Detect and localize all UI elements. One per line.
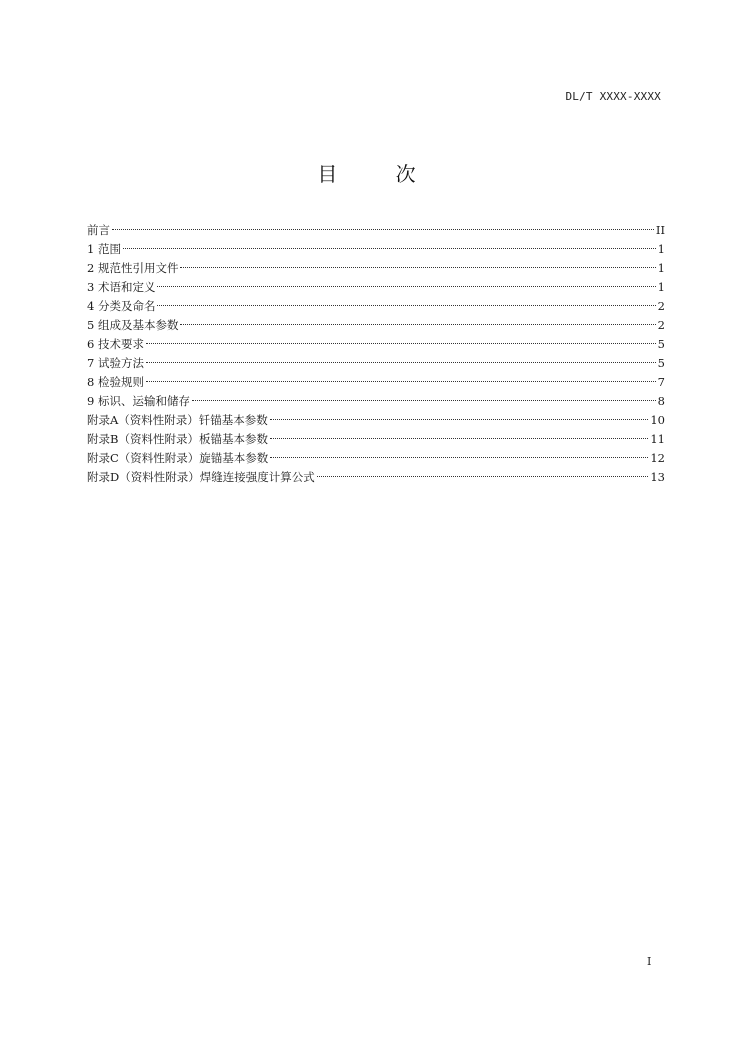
toc-leader-dots [180, 267, 655, 268]
toc-leader-dots [270, 419, 649, 420]
toc-leader-dots [157, 305, 655, 306]
toc-leader-dots [317, 476, 649, 477]
toc-entry-label: 前言 [87, 223, 110, 237]
toc-entry-page: 2 [657, 318, 665, 332]
toc-entry[interactable] [87, 297, 665, 316]
page-number: I [647, 955, 652, 968]
toc-leader-dots [270, 438, 648, 439]
toc-entry[interactable] [87, 411, 665, 430]
toc-entry-page: 12 [650, 451, 665, 465]
toc-entry[interactable] [87, 430, 665, 449]
toc-entry-page: 11 [650, 432, 665, 446]
toc-entry-label: 2 规范性引用文件 [87, 261, 179, 275]
toc-entry-label: 5 组成及基本参数 [87, 318, 179, 332]
toc-title: 目 次 [317, 162, 442, 186]
toc-entry[interactable] [87, 468, 665, 487]
toc-entry-page: 13 [650, 470, 665, 484]
toc-leader-dots [270, 457, 648, 458]
toc-entry[interactable] [87, 354, 665, 373]
toc-entry[interactable] [87, 392, 665, 411]
toc-entry-page: 7 [657, 375, 665, 389]
toc-entry-page: II [655, 223, 665, 237]
toc-entry-page: 1 [657, 242, 665, 256]
toc-entry-label: 8 检验规则 [87, 375, 144, 389]
toc-leader-dots [146, 362, 656, 363]
toc-entry-label: 6 技术要求 [87, 337, 144, 351]
toc-leader-dots [192, 400, 656, 401]
toc-entry-page: 2 [657, 299, 665, 313]
toc-entry-page: 10 [650, 413, 665, 427]
table-of-contents [87, 221, 665, 487]
toc-entry[interactable] [87, 449, 665, 468]
toc-leader-dots [157, 286, 655, 287]
toc-leader-dots [180, 324, 655, 325]
toc-entry-page: 1 [657, 261, 665, 275]
toc-leader-dots [112, 229, 654, 230]
toc-entry-label: 附录C（资料性附录）旋锚基本参数 [87, 451, 269, 465]
toc-entry-label: 4 分类及命名 [87, 299, 156, 313]
toc-leader-dots [146, 343, 656, 344]
toc-entry[interactable] [87, 335, 665, 354]
toc-entry-label: 附录A（资料性附录）钎锚基本参数 [87, 413, 268, 427]
toc-entry-page: 5 [657, 337, 665, 351]
toc-entry-label: 附录D（资料性附录）焊缝连接强度计算公式 [87, 470, 315, 484]
toc-entry-label: 7 试验方法 [87, 356, 144, 370]
toc-leader-dots [123, 248, 656, 249]
toc-entry-label: 附录B（资料性附录）板锚基本参数 [87, 432, 268, 446]
toc-entry-label: 9 标识、运输和储存 [87, 394, 190, 408]
toc-entry-label: 3 术语和定义 [87, 280, 156, 294]
toc-entry-page: 1 [657, 280, 665, 294]
toc-entry-page: 5 [657, 356, 665, 370]
toc-entry[interactable] [87, 373, 665, 392]
toc-entry[interactable] [87, 221, 665, 240]
toc-entry[interactable] [87, 240, 665, 259]
toc-entry[interactable] [87, 259, 665, 278]
document-code: DL/T XXXX-XXXX [565, 90, 661, 103]
toc-entry[interactable] [87, 278, 665, 297]
toc-entry-label: 1 范围 [87, 242, 121, 256]
toc-leader-dots [146, 381, 656, 382]
toc-entry-page: 8 [657, 394, 665, 408]
toc-entry[interactable] [87, 316, 665, 335]
